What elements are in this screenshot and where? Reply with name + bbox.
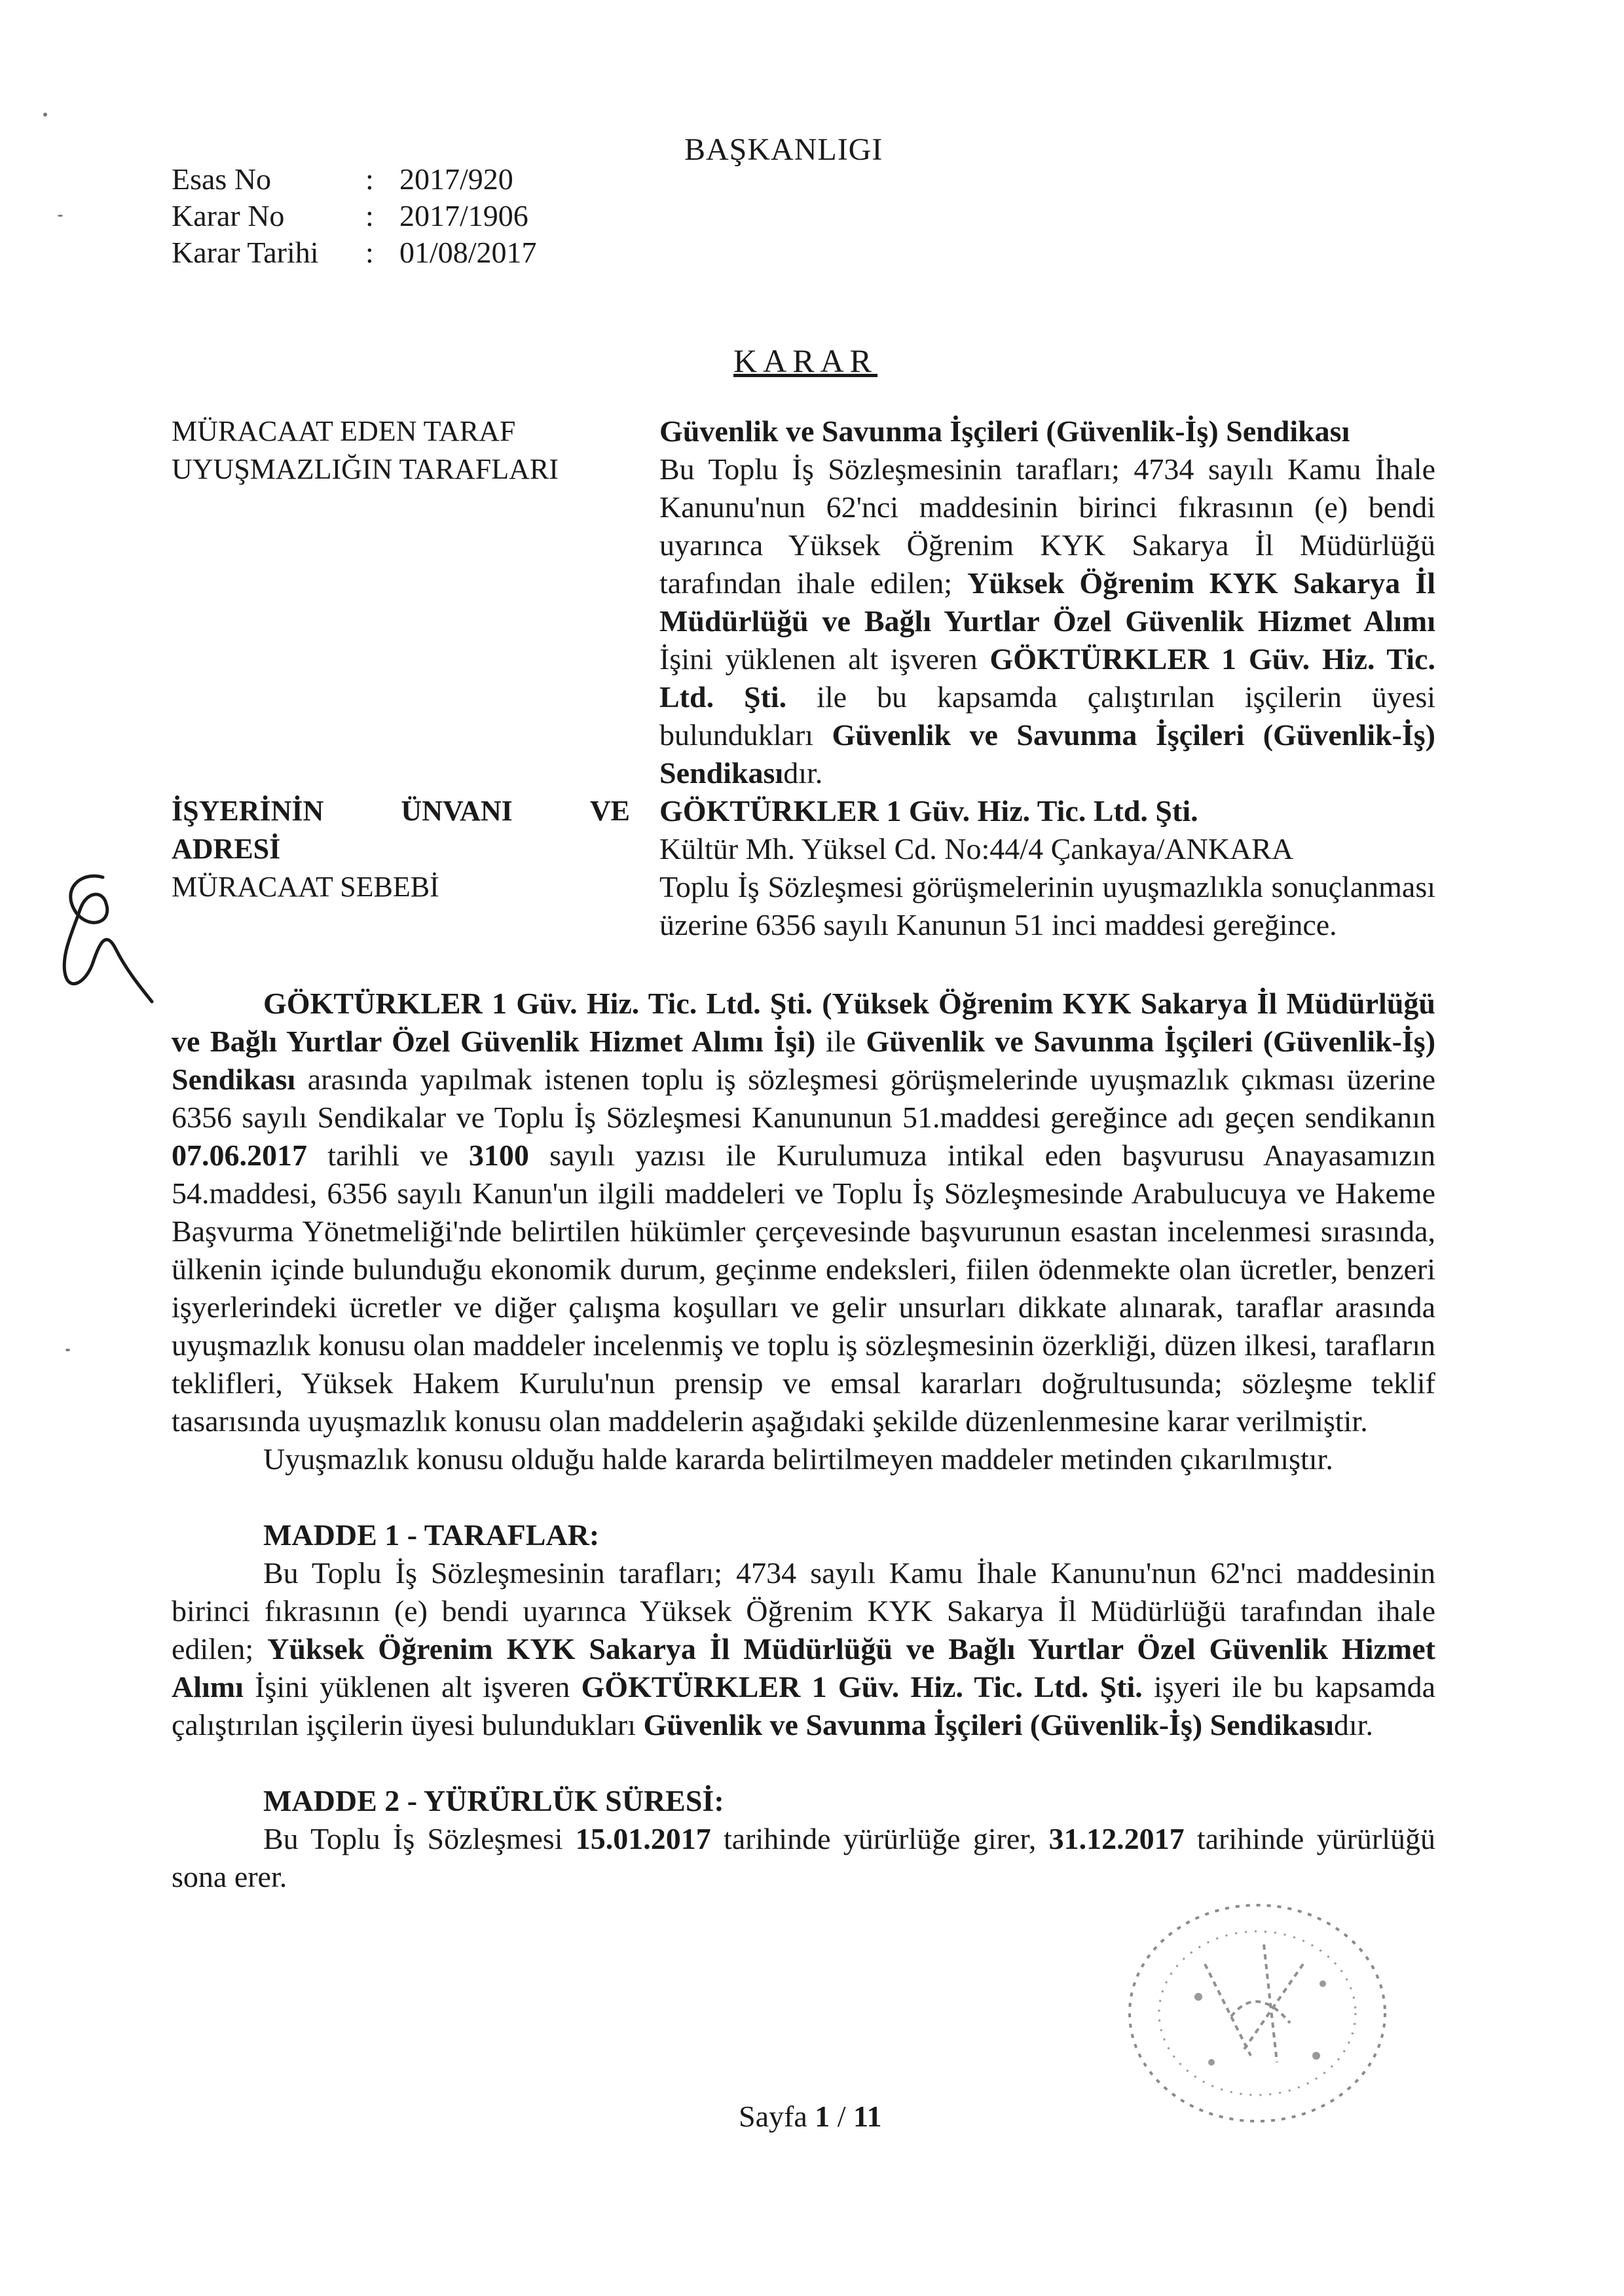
bold-run: Güvenlik ve Savunma İşçileri (Güvenlik-İş) Sendikası <box>659 718 1435 790</box>
text-run: Bu Toplu İş Sözleşmesinin tarafları; 4734 sayılı Kamu İhale Kanunu'nun 62'nci maddesinin birinci fıkrasının (e) bendi uyarınca Yüksek Öğrenim KYK Sakarya İl Müdürlüğü tarafından ihale edilen; <box>659 452 1435 600</box>
meta-row-karar <box>172 198 537 234</box>
workplace-address: Kültür Mh. Yüksel Cd. No:44/4 Çankaya/ANKARA <box>659 832 1294 866</box>
text-run: arasında yapılmak istenen toplu iş sözleşmesi görüşmelerinde uyuşmazlık çıkması üzerine 6356 sayılı Sendikalar ve Toplu İş Sözleşmesi Kanununun 51.maddesi gereğince adı geçen sendikanın <box>172 1063 1435 1134</box>
bold-run: 31.12.2017 <box>1048 1822 1185 1855</box>
meta-separator: : <box>365 162 374 196</box>
paragraph-main <box>172 985 1435 1440</box>
workplace-label <box>172 792 659 868</box>
text-run: İşini yüklenen alt işveren <box>659 642 990 676</box>
presidency-heading: BAŞKANLIGI <box>684 132 883 167</box>
scan-speck <box>58 215 63 217</box>
bold-run: Yüksek Öğrenim KYK Sakarya İl Müdürlüğü ve Bağlı Yurtlar Özel Güvenlik Hizmet Alımı <box>659 566 1435 638</box>
text-run: tarihinde yürürlüğü sona erer. <box>172 1822 1435 1893</box>
text-run: dır. <box>783 756 823 790</box>
meta-key: Karar No <box>172 199 285 232</box>
bold-run: GÖKTÜRKLER 1 Güv. Hiz. Tic. Ltd. Şti. (Yüksek Öğrenim KYK Sakarya İl Müdürlüğü ve Bağlı Yurtlar Özel Güvenlik Hizmet Alımı İşi) <box>172 987 1435 1058</box>
document-title: KARAR <box>733 342 878 379</box>
bold-run: GÖKTÜRKLER 1 Güv. Hiz. Tic. Ltd. Şti. <box>581 1670 1143 1704</box>
decision-body <box>172 985 1435 1896</box>
text-run: ile bu kapsamda çalıştırılan işçilerin üyesi bulundukları <box>659 680 1436 752</box>
reason-row <box>172 868 1435 944</box>
meta-separator: : <box>365 199 374 232</box>
page-total: 11 <box>853 2100 882 2133</box>
workplace-row <box>172 792 1435 868</box>
case-meta <box>172 161 537 271</box>
label-word: ADRESİ <box>172 833 281 865</box>
bold-run: Güvenlik ve Savunma İşçileri (Güvenlik-İş) Sendikası <box>172 1025 1436 1096</box>
label-word: ÜNVANI <box>401 795 513 827</box>
meta-row-tarih <box>172 234 537 271</box>
text-run: ile <box>815 1025 866 1058</box>
applicant-value: Güvenlik ve Savunma İşçileri (Güvenlik-İş) Sendikası <box>659 414 1350 448</box>
page-number <box>739 2098 882 2136</box>
article-1-text <box>172 1554 1435 1744</box>
text-run: sayılı yazısı ile Kurulumuza intikal eden başvurusu Anayasamızın 54.maddesi, 6356 sayılı Kanun'un ilgili maddeleri ve Toplu İş Sözleşmesinde Arabulucuya ve Hakeme Başvurma Yönetmeliği'nde belirtilen hükümler çerçevesinde başvurunun esastan incelenmesi sırasında, ülkenin içinde bulunduğu ekonomik durum, geçinme endeksleri, fiilen ödenmekte olan ücretler, benzeri işyerlerindeki ücretler ve diğer çalışma koşulları ve gelir unsurları dikkate alınarak, taraflar arasında uyuşmazlık konusu olan maddeler incelenmiş ve toplu iş sözleşmesinin özerkliği, düzen ilkesi, tarafların teklifleri, Yüksek Hakem Kurulu'nun prensip ve emsal kararları doğrultusunda; sözleşme teklif tasarısında uyuşmazlık konusu olan maddelerin aşağıdaki şekilde düzenlenmesine karar verilmiştir. <box>172 1139 1435 1438</box>
text-run: işyeri ile bu kapsamda çalıştırılan işçilerin üyesi bulundukları <box>172 1670 1436 1741</box>
dispute-label: UYUŞMAZLIĞIN TARAFLARI <box>172 453 559 485</box>
workplace-value <box>659 792 1435 868</box>
meta-separator: : <box>365 236 374 269</box>
parties-table <box>172 412 1435 944</box>
bold-run: GÖKTÜRKLER 1 Güv. Hiz. Tic. Ltd. Şti. <box>659 642 1435 714</box>
label-word: VE <box>589 795 630 827</box>
handwritten-signature-icon <box>41 851 158 1017</box>
dispute-value <box>659 450 1435 792</box>
meta-value: 01/08/2017 <box>399 236 537 269</box>
official-seal-icon <box>1107 1886 1421 2143</box>
text-run: tarihinde yürürlüğe girer, <box>710 1822 1049 1855</box>
meta-value: 2017/1906 <box>399 199 528 232</box>
article-2-title: MADDE 2 - YÜRÜRLÜK SÜRESİ: <box>263 1784 724 1817</box>
paragraph-note: Uyuşmazlık konusu olduğu halde kararda belirtilmeyen maddeler metinden çıkarılmıştır. <box>263 1442 1333 1476</box>
text-run: İşini yüklenen alt işveren <box>243 1670 581 1704</box>
page-current: 1 <box>815 2100 830 2133</box>
scan-speck <box>65 1349 70 1351</box>
bold-run: 15.01.2017 <box>575 1822 711 1855</box>
dispute-row <box>172 450 1435 792</box>
bold-run: 07.06.2017 <box>172 1139 307 1172</box>
bold-run: Yüksek Öğrenim KYK Sakarya İl Müdürlüğü ve Bağlı Yurtlar Özel Güvenlik Hizmet Alımı <box>172 1632 1435 1704</box>
article-2-text <box>172 1820 1435 1896</box>
reason-label: MÜRACAAT SEBEBİ <box>172 871 439 903</box>
label-word: İŞYERİNİN <box>172 795 324 827</box>
text-run: Bu Toplu İş Sözleşmesi <box>263 1822 576 1855</box>
meta-key: Esas No <box>172 162 272 196</box>
applicant-row <box>172 412 1435 450</box>
bold-run: 3100 <box>468 1139 529 1172</box>
article-1-title: MADDE 1 - TARAFLAR: <box>263 1518 600 1552</box>
workplace-name: GÖKTÜRKLER 1 Güv. Hiz. Tic. Ltd. Şti. <box>659 794 1198 828</box>
page-prefix: Sayfa <box>739 2100 815 2133</box>
page-sep: / <box>830 2100 854 2133</box>
meta-value: 2017/920 <box>399 162 513 196</box>
reason-value: Toplu İş Sözleşmesi görüşmelerinin uyuşmazlıkla sonuçlanması üzerine 6356 sayılı Kanunun 51 inci maddesi gereğince. <box>659 870 1435 941</box>
meta-key: Karar Tarihi <box>172 236 319 269</box>
bold-run: Güvenlik ve Savunma İşçileri (Güvenlik-İş) Sendikası <box>643 1708 1334 1741</box>
scan-speck <box>43 113 47 117</box>
meta-row-esas <box>172 161 537 198</box>
applicant-label: MÜRACAAT EDEN TARAF <box>172 415 516 447</box>
text-run: Bu Toplu İş Sözleşmesinin tarafları; 4734 sayılı Kamu İhale Kanunu'nun 62'nci maddesinin birinci fıkrasının (e) bendi uyarınca Yüksek Öğrenim KYK Sakarya İl Müdürlüğü tarafından ihale edilen; <box>172 1556 1435 1666</box>
text-run: tarihli ve <box>307 1139 469 1172</box>
workplace-label-line <box>172 792 630 830</box>
text-run: dır. <box>1333 1708 1373 1741</box>
